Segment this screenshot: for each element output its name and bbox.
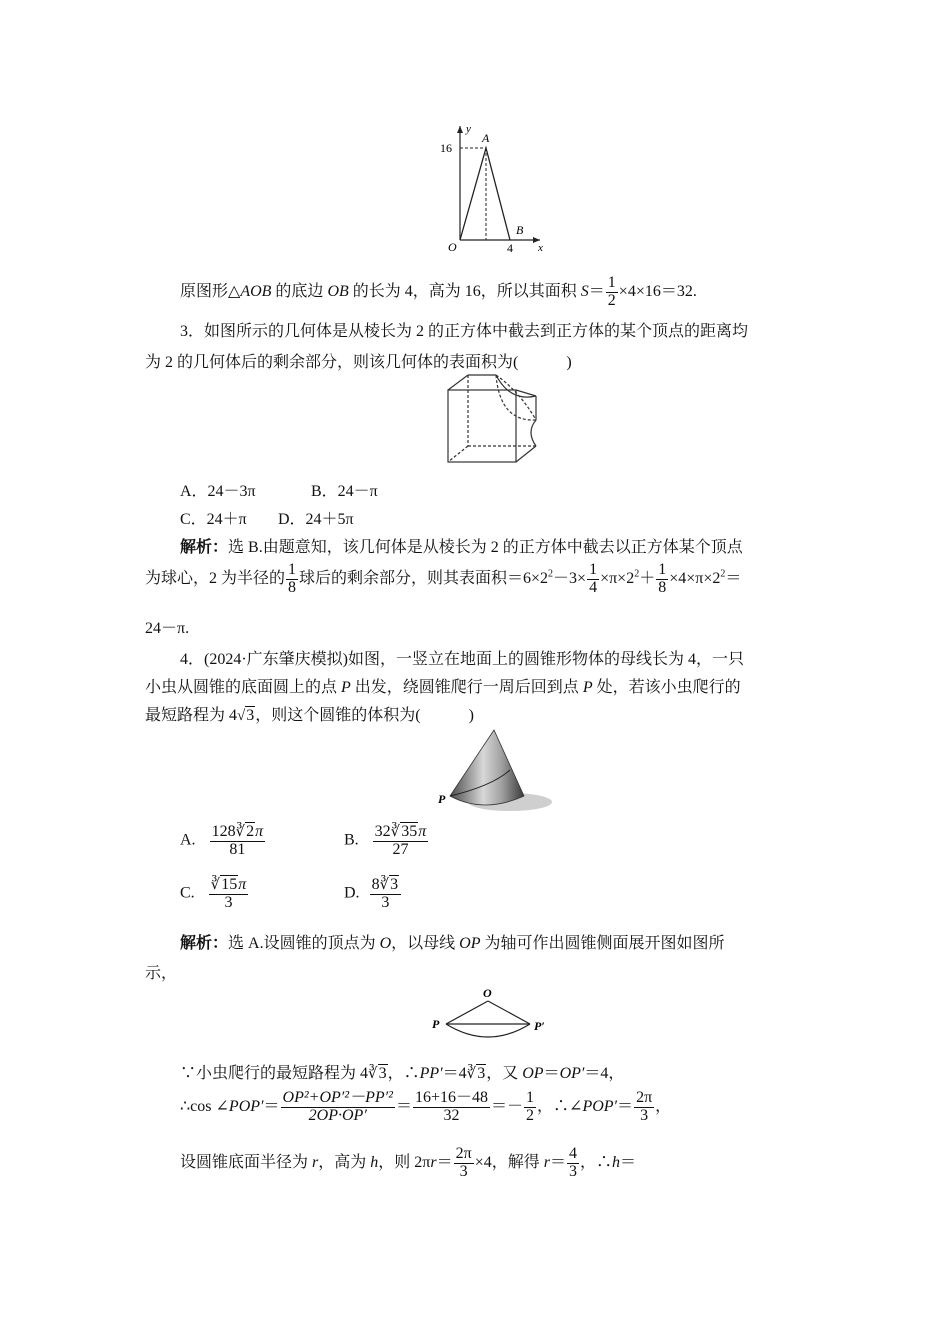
point-a-label: A: [482, 131, 490, 145]
y-axis-arrow: [457, 126, 463, 133]
sector-o-label: O: [483, 986, 492, 1000]
sector-radius-opp: [488, 1001, 530, 1024]
sector-unfold-figure: [428, 985, 558, 1045]
q4-solution-line-1: 解析：选 A.设圆锥的顶点为 O，以母线 OP 为轴可作出圆锥侧面展开图如图所: [180, 935, 725, 952]
q3-option-c: C．24＋π: [180, 511, 247, 528]
tick-16-label: 16: [440, 141, 452, 155]
q3-solution-line-3: 24－π.: [145, 620, 190, 637]
tick-4-label: 4: [507, 241, 513, 255]
point-b-label: B: [516, 223, 524, 237]
fraction-one-half: $\frac{1}{2}$: [607, 274, 616, 309]
cone-figure: [432, 724, 556, 816]
q4-option-d: D. $\frac{8∛3}{3}$: [344, 875, 402, 912]
cube-front-face: [448, 390, 516, 462]
q3-option-d: D．24＋5π: [278, 511, 354, 528]
q4-solution-line-4: ∴cos ∠POP′＝ $\frac{\text{OP²+OP′²－PP′²}}{2OP\cdot OP'}$ ＝ $\frac{16+16-48}{32}$ ＝－ $\frac{1}{2}$ ，∴∠POP′＝ $\frac{2\pi}{3}$ ，: [180, 1089, 672, 1124]
q4-option-c: C. $\frac{∛15\pi}{3}$: [180, 876, 247, 911]
y-axis-label: y: [466, 123, 471, 135]
q3-stem-line-1: 3．如图所示的几何体是从棱长为 2 的正方体中截去到正方体的某个顶点的距离均: [180, 323, 749, 340]
q4-stem-line-3: 最短路程为 4√3，则这个圆锥的体积为( ): [145, 707, 474, 724]
q4-solution-line-3: ∵小虫爬行的最短路程为 4∛3，∴PP′＝4∛3，又 OP＝OP′＝4，: [180, 1065, 625, 1082]
q4-stem-line-2: 小虫从圆锥的底面圆上的点 P 出发，绕圆锥爬行一周后回到点 P 处，若该小虫爬行的: [145, 679, 741, 696]
sector-pprime-label: P′: [534, 1019, 545, 1033]
q3-option-b: B．24－π: [311, 483, 378, 500]
origin-label: O: [448, 240, 457, 254]
cone-body: [450, 730, 524, 805]
prev-solution-line: 原图形△AOB 的底边 OB 的长为 4，高为 16，所以其面积 S＝ $\frac{1}{2}$ ×4×16＝32.: [180, 274, 697, 309]
cube-cut-figure: [440, 372, 550, 470]
x-axis-label: x: [538, 242, 543, 254]
q4-stem-line-1: 4．(2024·广东肇庆模拟)如图，一竖立在地面上的圆锥形物体的母线长为 4，一只: [180, 651, 744, 668]
q4-solution-line-2: 示，: [145, 965, 178, 982]
sector-arc: [446, 1024, 530, 1037]
cone-point-p-label: P: [438, 792, 446, 806]
q4-option-a: A. $\frac{128∛2\pi}{81}$: [180, 823, 264, 858]
q4-option-b: B. $\frac{32∛35\pi}{27}$: [344, 823, 427, 858]
q3-option-a: A．24－3π: [180, 483, 256, 500]
q4-solution-line-5: 设圆锥底面半径为 r，高为 h，则 2πr＝ $\frac{2\pi}{3}$ ×4，解得 r＝ $\frac{4}{3}$ ，∴h＝: [180, 1145, 636, 1180]
triangle-aob-figure: [400, 118, 560, 258]
sector-radius-op: [446, 1001, 488, 1024]
q3-solution-line-2: 为球心，2 为半径的 $\frac{1}{8}$ 球后的剩余部分，则其表面积$=6\times 2^2-3\times$ $\frac{1}{4}$ $\times\pi\times 2^2+$ $\frac{1}{8}$ $\times 4\times\pi\times 2^2=$: [145, 561, 742, 596]
sector-p-label: P: [432, 1017, 440, 1031]
q3-stem-line-2: 为 2 的几何体后的剩余部分，则该几何体的表面积为( ): [145, 354, 572, 371]
triangle-sides: [460, 148, 510, 240]
q3-solution-line-1: 解析：选 B.由题意知，该几何体是从棱长为 2 的正方体中截去以正方体某个顶点: [180, 539, 743, 556]
